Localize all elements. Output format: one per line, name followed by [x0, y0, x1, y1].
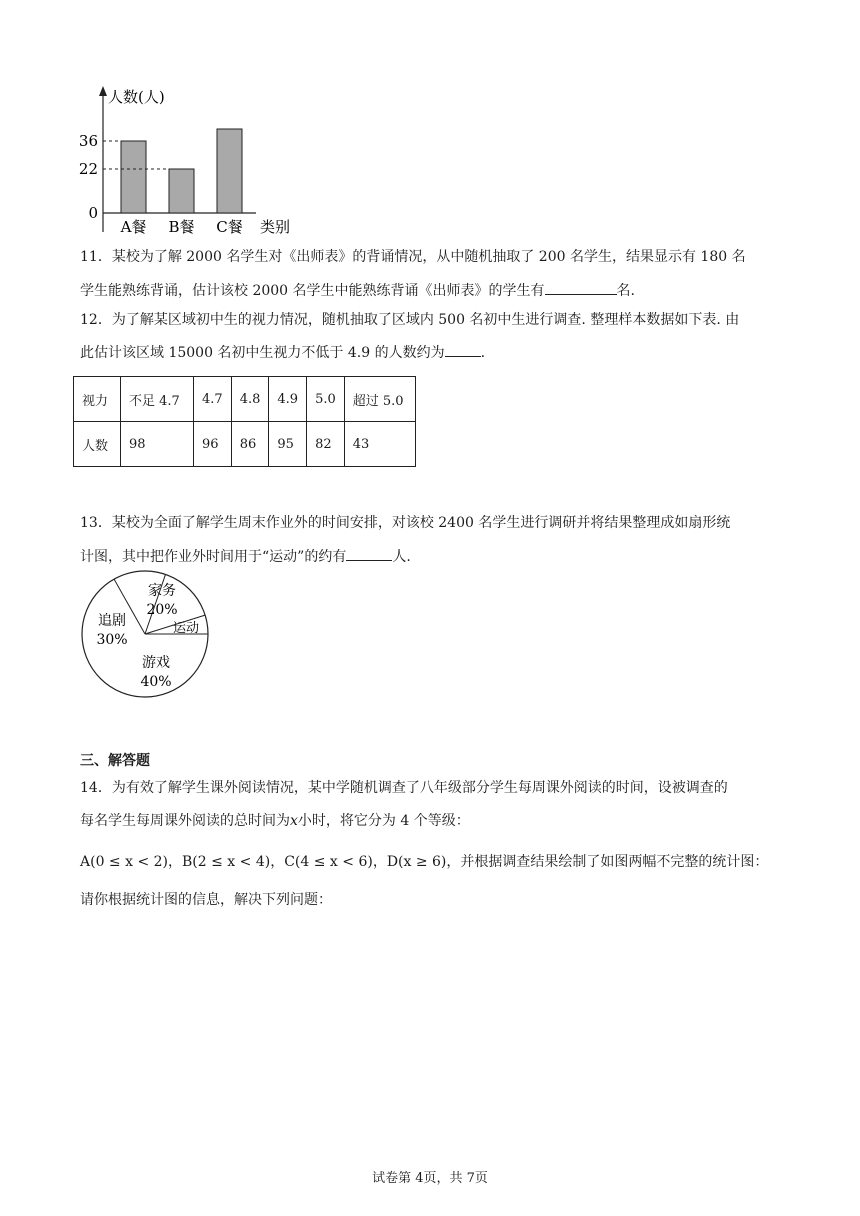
pie-label-drama: 追剧: [98, 613, 126, 629]
section-heading: 三、解答题: [80, 753, 150, 769]
q14-line3-text: ，并根据调查结果绘制了如图两幅不完整的统计图：: [446, 854, 769, 870]
pie-value-housework: 20%: [146, 602, 178, 618]
y-tick-label: 22: [78, 160, 98, 178]
x-tick-label: B餐: [168, 218, 195, 236]
q11-line2: [80, 279, 635, 301]
q11-text-end: 名.: [616, 283, 635, 299]
level-b: B(2 ≤ x < 4): [182, 854, 271, 870]
x-tick-label: C餐: [216, 218, 243, 236]
q13-answer-blank: [346, 545, 392, 561]
level-d: D(x ≥ 6): [386, 854, 447, 870]
x-tick-label: A餐: [120, 218, 147, 236]
q13-line2: [80, 545, 411, 567]
table-row-values: [74, 422, 416, 467]
q14-line3: A(0 ≤ x < 2)，B(2 ≤ x < 4)，C(4 ≤ x < 6)，D(x ≥ 6)，并根据调查结果绘制了如图两幅不完整的统计图：: [80, 854, 769, 870]
level-a: A(0 ≤ x < 2): [80, 854, 169, 870]
q11-answer-blank: [545, 279, 617, 295]
vision-table: [73, 376, 416, 467]
table-cell: 82: [307, 422, 345, 467]
bar: [121, 141, 146, 213]
table-cell: 4.7: [194, 377, 232, 422]
q12-text-end: .: [480, 345, 486, 361]
pie-label-games: 游戏: [142, 655, 170, 671]
table-cell: 人数: [74, 422, 121, 467]
variable-x: x: [290, 813, 298, 829]
table-cell: 43: [344, 422, 415, 467]
q13-text: 计图，其中把作业外时间用于“运动”的约有: [80, 549, 347, 565]
table-cell: 95: [269, 422, 307, 467]
q11-text: 学生能熟练背诵，估计该校 2000 名学生中能熟练背诵《出师表》的学生有: [80, 283, 545, 299]
page-footer: 试卷第 4页，共 7页: [372, 1171, 488, 1186]
table-cell: 超过 5.0: [344, 377, 415, 422]
q14-line1: 14．为有效了解学生课外阅读情况，某中学随机调查了八年级部分学生每周课外阅读的时间，设被调查的: [80, 780, 728, 796]
table-row-header: [74, 377, 416, 422]
q12-line2: [80, 341, 485, 363]
y-axis-arrow: [99, 86, 107, 96]
q14-text-end: 小时，将它分为 4 个等级：: [297, 813, 470, 829]
pie-value-games: 40%: [140, 674, 172, 690]
table-cell: 4.9: [269, 377, 307, 422]
q12-answer-blank: [445, 341, 481, 357]
table-cell: 5.0: [307, 377, 345, 422]
y-tick-label: 36: [78, 132, 98, 150]
q13-line1: 13．某校为全面了解学生周末作业外的时间安排，对该校 2400 名学生进行调研并将结果整理成如扇形统: [80, 515, 731, 531]
x-axis-label: 类别: [260, 218, 291, 236]
level-c: C(4 ≤ x < 6): [284, 854, 373, 870]
pie-label-sports: 运动: [172, 621, 200, 636]
y-axis-label: 人数(人): [108, 88, 165, 106]
pie-chart: [78, 570, 218, 700]
q13-text-end: 人.: [392, 549, 411, 565]
q11-line1: 11．某校为了解 2000 名学生对《出师表》的背诵情况，从中随机抽取了 200 名学生，结果显示有 180 名: [80, 249, 746, 265]
table-cell: 86: [231, 422, 269, 467]
q14-line4: 请你根据统计图的信息，解决下列问题：: [80, 892, 332, 908]
q12-line1: 12．为了解某区域初中生的视力情况，随机抽取了区域内 500 名初中生进行调查. 整理样本数据如下表. 由: [80, 312, 740, 328]
table-cell: 98: [121, 422, 194, 467]
pie-label-housework: 家务: [148, 583, 176, 599]
y-tick-label: 0: [88, 204, 98, 222]
pie-value-drama: 30%: [96, 632, 128, 648]
bar-chart: [78, 82, 318, 240]
table-cell: 视力: [74, 377, 121, 422]
q14-line2: [80, 811, 470, 831]
table-cell: 不足 4.7: [121, 377, 194, 422]
table-cell: 4.8: [231, 377, 269, 422]
table-cell: 96: [194, 422, 232, 467]
bar: [217, 129, 242, 213]
q14-text: 每名学生每周课外阅读的总时间为: [80, 813, 290, 829]
bar: [169, 169, 194, 213]
q12-text: 此估计该区域 15000 名初中生视力不低于 4.9 的人数约为: [80, 345, 445, 361]
